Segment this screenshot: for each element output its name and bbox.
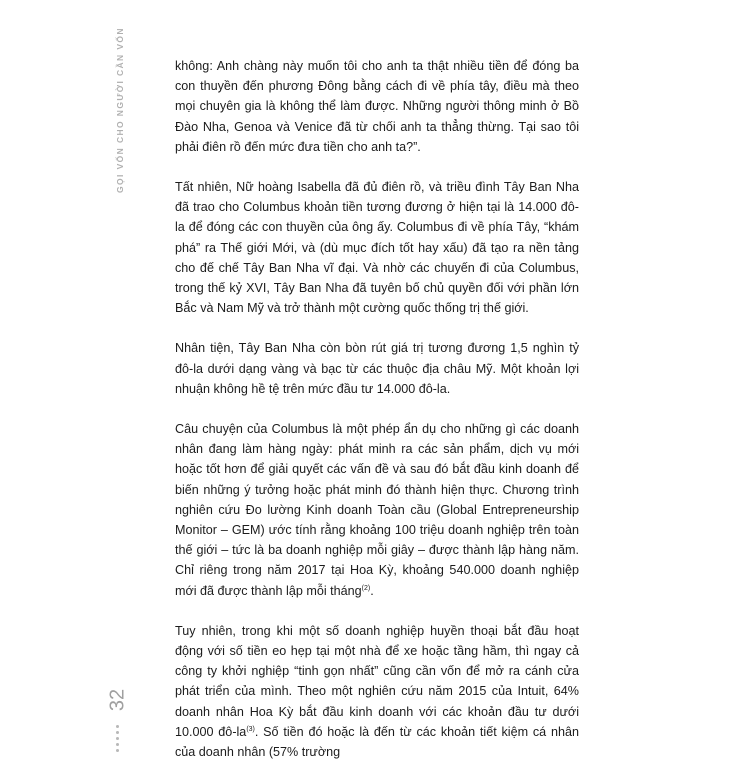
paragraph-text: Câu chuyện của Columbus là một phép ẩn dụ cho những gì các doanh nhân đang làm hàng ngày: phát minh ra các sản phẩm, dịch vụ mới hoặc tốt hơn để giải quyết các vấn đề và sau đó bắt đầu kinh doanh để biến những ý tưởng hoặc phát minh đó thành hiện thực. Chương trình nghiên cứu Đo lường Kinh doanh Toàn cầu (Global Entrepreneurship Monitor – GEM) ước tính rằng khoảng 100 triệu doanh nghiệp trên toàn thế giới – tức là ba doanh nghiệp mỗi giây – được thành lập hàng năm. Chỉ riêng trong năm 2017 tại Hoa Kỳ, khoảng 540.000 doanh nghiệp mới đã được thành lập mỗi tháng xyxy=(175,422,579,598)
paragraph xyxy=(175,621,579,762)
footnote-ref[interactable]: (2) xyxy=(361,584,371,592)
footnote-ref[interactable]: (3) xyxy=(246,725,255,733)
paragraph-text: . xyxy=(370,583,374,598)
paragraph-text: Tất nhiên, Nữ hoàng Isabella đã đủ điên rồ, và triều đình Tây Ban Nha đã trao cho Columbus khoản tiền tương đương ở hiện tại là 14.000 đô-la để đóng các con thuyền của ông ấy. Columbus đi về phía Tây, “khám phá” ra Thế giới Mới, và (dù mục đích tốt hay xấu) đã tạo ra nền tảng cho đế chế Tây Ban Nha vĩ đại. Và nhờ các chuyến đi của Columbus, trong thế kỷ XVI, Tây Ban Nha đã tuyên bố chủ quyền đối với phần lớn Bắc và Nam Mỹ và trở thành một cường quốc thống trị thế giới. xyxy=(175,180,579,316)
paragraph xyxy=(175,419,579,601)
running-header: GỌI VỐN CHO NGƯỜI CẦN VỐN xyxy=(115,27,125,193)
paragraph-text: . Số tiền đó hoặc là đến từ các khoản tiết kiệm cá nhân của doanh nhân (57% trường xyxy=(175,724,579,760)
paragraph-text: Tuy nhiên, trong khi một số doanh nghiệp huyền thoại bắt đầu hoạt động với số tiền eo hẹp tại một nhà để xe hoặc tầng hầm, thì ngay cả công ty khởi nghiệp “tinh gọn nhất” cũng cần vốn để mở ra cánh cửa phát triển của mình. Theo một nghiên cứu năm 2015 của Intuit, 64% doanh nhân Hoa Kỳ bắt đầu kinh doanh với các khoản đầu tư dưới 10.000 đô-la xyxy=(175,623,579,739)
paragraph-text: Nhân tiện, Tây Ban Nha còn bòn rút giá trị tương đương 1,5 nghìn tỷ đô-la dưới dạng vàng và bạc từ các thuộc địa châu Mỹ. Một khoản lợi nhuận không hề tệ trên mức đầu tư 14.000 đô-la. xyxy=(175,341,579,396)
paragraph xyxy=(175,177,579,318)
page-number-dots xyxy=(116,725,120,752)
body-text xyxy=(175,56,579,782)
paragraph-text: không: Anh chàng này muốn tôi cho anh ta thật nhiều tiền để đóng ba con thuyền đến phương Đông bằng cách đi về phía tây, điều mà theo mọi chuyên gia là không thể làm được. Những người thông minh ở Bồ Đào Nha, Genoa và Venice đã từ chối anh ta thẳng thừng. Tại sao tôi phải điên rồ đến mức đưa tiền cho anh ta?”. xyxy=(175,59,579,154)
page-number: 32 xyxy=(106,688,129,712)
paragraph xyxy=(175,338,579,399)
paragraph xyxy=(175,56,579,157)
